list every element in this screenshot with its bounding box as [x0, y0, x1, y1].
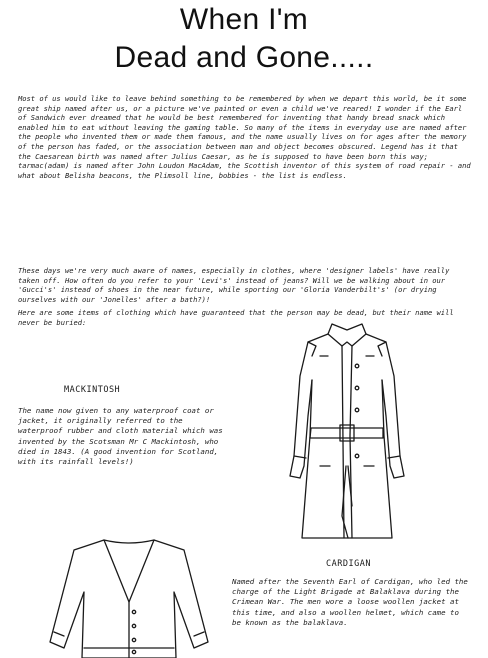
cardigan-heading: CARDIGAN	[326, 559, 371, 569]
mackintosh-heading: MACKINTOSH	[64, 385, 121, 395]
title-line-2: Dead and Gone.....	[114, 41, 374, 74]
cardigan-sketch-icon	[44, 532, 214, 658]
raincoat-sketch-icon	[272, 316, 422, 546]
intro-paragraph-1: Most of us would like to leave behind something to be remembered by when we depart this world, be it some great ship named after us, or a picture we've painted or even a child we've reared! I wonder if the Earl of Sandwich ever dreamed that he would be best remembered for inventing that handy bread snack which enabled him to eat without leaving the gaming table. So many of the items in everyday use are named after the people who invented them or made them famous, and the name usually lives on for ages after the memory of the person has faded, or the association between man and object becomes obscured. Legend has it that the Caesarean birth was named after Julius Caesar, as he is supposed to have been born this way; tarmac(adam) is named after John Loudon MacAdam, the Scottish inventor of this system of road repair - and what about Belisha beacons, the Plimsoll line, bobbies - the list is endless.	[18, 94, 471, 180]
title-line-1: When I'm	[179, 3, 309, 36]
mackintosh-description: The name now given to any waterproof coat or jacket, it originally referred to the waterproof rubber and cloth material which was invented by the Scotsman Mr C Mackintosh, who died in 1843. (A good invention for Scotland, with its rainfall levels!)	[18, 406, 223, 467]
intro-paragraph-2: These days we're very much aware of names, especially in clothes, where 'designer labels' have really taken off. How often do you refer to your 'Levi's' instead of jeans? Will we be walking about in our 'Gucci's' instead of shoes in the near future, while sporting our 'Gloria Vanderbilt's' (or drying ourselves with our 'Jonelles' after a bath?)!	[18, 266, 450, 304]
intro-paragraph-3: Here are some items of clothing which have guaranteed that the person may be dead, but their name will never be buried:	[18, 308, 454, 327]
cardigan-description: Named after the Seventh Earl of Cardigan, who led the charge of the Light Brigade at Balaklava during the Crimean War. The men wore a loose woollen jacket at this time, and also a woollen helmet, which came to be known as the balaklava.	[232, 577, 468, 627]
